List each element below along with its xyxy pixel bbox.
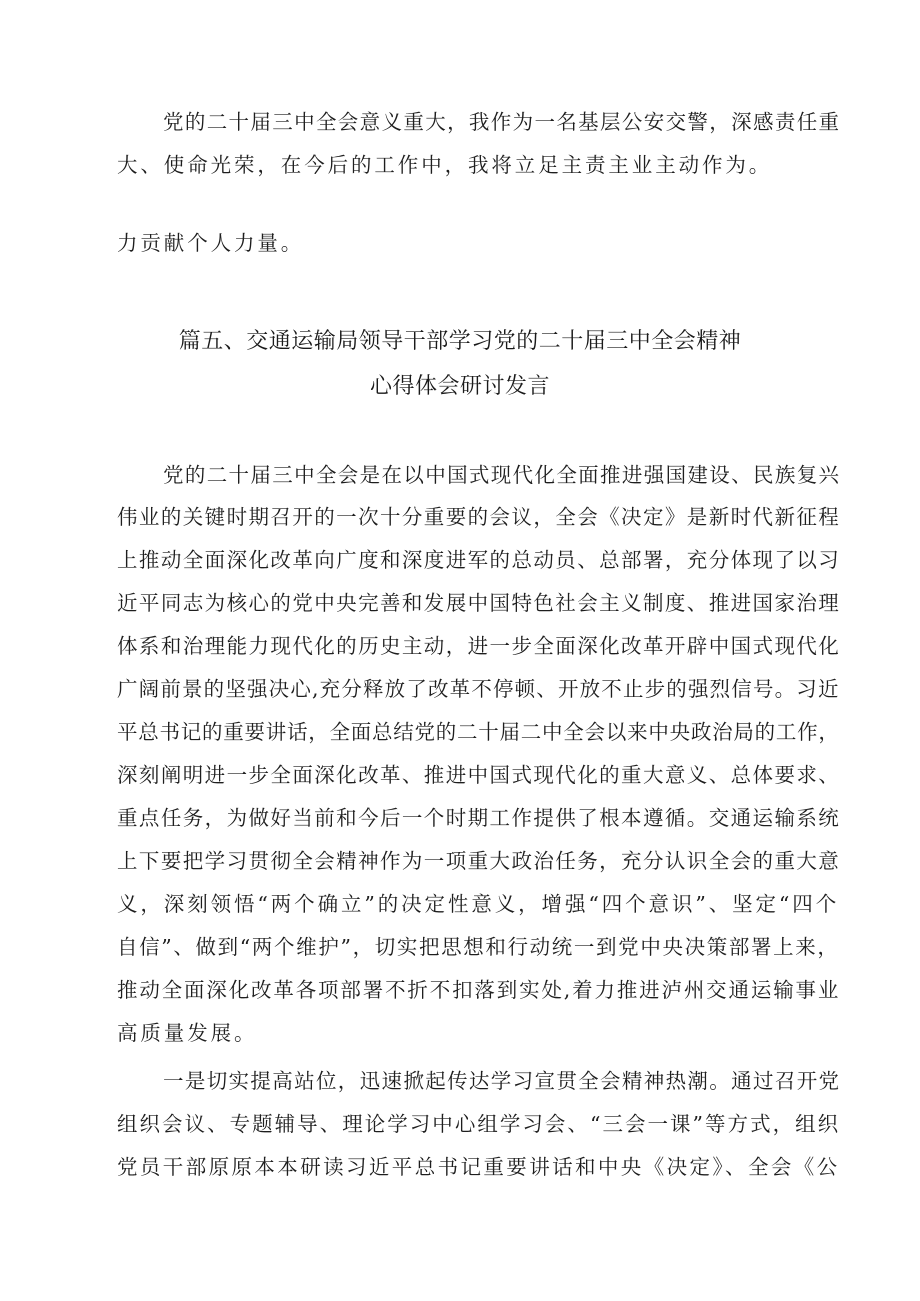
para1-line-13: 推动全面深化改革各项部署不折不扣落到实处,着力推进泸州交通运输事业 xyxy=(117,978,841,1002)
intro-line-2: 大、使命光荣，在今后的工作中，我将立足主责主业主动作为。 xyxy=(117,153,773,177)
section-heading-line-2: 心得体会研讨发言 xyxy=(369,374,550,399)
para1-line-2: 伟业的关键时期召开的一次十分重要的会议，全会《决定》是新时代新征程 xyxy=(117,505,841,529)
para2-line-2: 组织会议、专题辅导、理论学习中心组学习会、“三会一课”等方式，组织 xyxy=(117,1112,841,1136)
para1-line-14: 高质量发展。 xyxy=(117,1021,258,1045)
para1-line-3: 上推动全面深化改革向广度和深度进军的总动员、总部署，充分体现了以习 xyxy=(117,548,841,572)
intro-line-1: 党的二十届三中全会意义重大，我作为一名基层公安交警，深感责任重 xyxy=(163,110,841,134)
para2-line-3: 党员干部原原本本研读习近平总书记重要讲话和中央《决定》、全会《公 xyxy=(117,1155,840,1179)
para1-line-6: 广阔前景的坚强决心,充分释放了改革不停顿、开放不止步的强烈信号。习近 xyxy=(117,677,840,701)
para1-line-4: 近平同志为核心的党中央完善和发展中国特色社会主义制度、推进国家治理 xyxy=(117,591,841,615)
para1-line-12: 自信”、做到“两个维护”，切实把思想和行动统一到党中央决策部署上来， xyxy=(117,935,840,959)
para1-line-10: 上下要把学习贯彻全会精神作为一项重大政治任务，充分认识全会的重大意 xyxy=(117,849,841,873)
para2-line-1: 一是切实提高站位，迅速掀起传达学习宣贯全会精神热潮。通过召开党 xyxy=(163,1069,841,1093)
para1-line-11: 义，深刻领悟“两个确立”的决定性意义，增强“四个意识”、坚定“四个 xyxy=(117,892,840,916)
para1-line-5: 体系和治理能力现代化的历史主动，进一步全面深化改革开辟中国式现代化 xyxy=(117,634,841,658)
para1-line-1: 党的二十届三中全会是在以中国式现代化全面推进强国建设、民族复兴 xyxy=(163,463,841,487)
para1-line-7: 平总书记的重要讲话，全面总结党的二十届二中全会以来中央政治局的工作， xyxy=(117,720,840,744)
section-heading-line-1: 篇五、交通运输局领导干部学习党的二十届三中全会精神 xyxy=(178,329,742,354)
intro-closing: 力贡献个人力量。 xyxy=(117,231,305,255)
para1-line-8: 深刻阐明进一步全面深化改革、推进中国式现代化的重大意义、总体要求、 xyxy=(117,763,841,787)
para1-line-9: 重点任务，为做好当前和今后一个时期工作提供了根本遵循。交通运输系统 xyxy=(117,806,841,830)
